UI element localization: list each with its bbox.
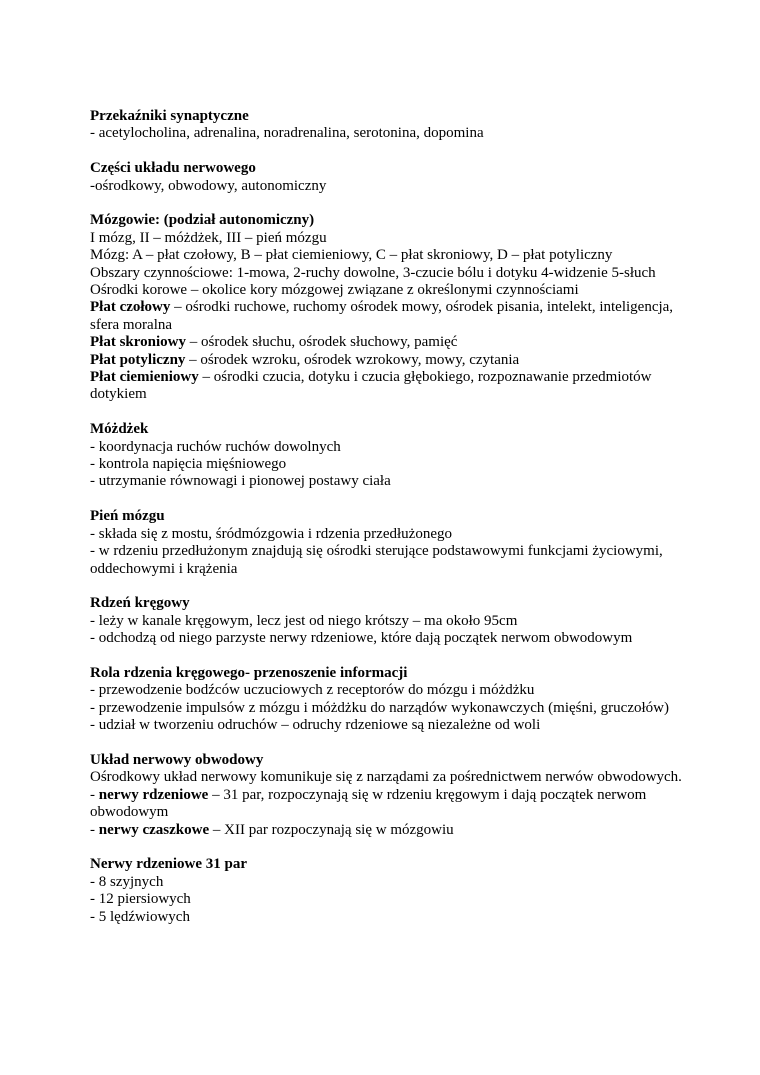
text-line: - koordynacja ruchów ruchów dowolnych — [90, 438, 341, 455]
section-heading: Rdzeń kręgowy — [90, 595, 190, 612]
section-heading: Przekaźniki synaptyczne — [90, 108, 249, 124]
section-heading: Pień mózgu — [90, 508, 165, 525]
text-line: - przewodzenie bodźców uczuciowych z receptorów do mózgu i móżdżku — [90, 682, 535, 699]
text-line: - odchodzą od niego parzyste nerwy rdzeniowe, które dają początek nerwom obwodowym — [90, 630, 633, 647]
text-line: Płat potyliczny – ośrodek wzroku, ośrodek wzrokowy, mowy, czytania — [90, 351, 520, 368]
text-line: - 8 szyjnych — [90, 873, 164, 890]
text-line: - 5 lędźwiowych — [90, 908, 190, 925]
text-line: - 12 piersiowych — [90, 891, 191, 908]
text-line: - składa się z mostu, śródmózgowia i rdzenia przedłużonego — [90, 525, 452, 542]
term-bold: Płat ciemieniowy — [90, 369, 199, 386]
text-line: - leży w kanale kręgowym, lecz jest od niego krótszy – ma około 95cm — [90, 612, 518, 629]
section-nervous-system-parts — [90, 160, 690, 195]
term-bold: nerwy czaszkowe — [98, 821, 210, 838]
text-line: - utrzymanie równowagi i pionowej postawy ciała — [90, 473, 391, 490]
section-heading: Części układu nerwowego — [90, 160, 256, 177]
section-heading: Rola rdzenia kręgowego- przenoszenie informacji — [90, 664, 408, 681]
section-cerebellum — [90, 421, 690, 491]
text-line: - nerwy rdzeniowe – 31 par, rozpoczynają się w rdzeniu kręgowym i dają początek nerwom obwodowym — [90, 786, 647, 821]
term-bold: nerwy rdzeniowe — [98, 786, 209, 803]
term-bold: Płat potyliczny — [90, 351, 186, 368]
section-synaptic-transmitters — [90, 108, 690, 143]
text-line: Płat czołowy – ośrodki ruchowe, ruchomy ośrodek mowy, ośrodek pisania, intelekt, inteligencja, sfera moralna — [90, 299, 674, 333]
text-line: - w rdzeniu przedłużonym znajdują się ośrodki sterujące podstawowymi funkcjami życiowymi, oddechowymi i krążenia — [90, 543, 663, 577]
section-heading: Układ nerwowy obwodowy — [90, 751, 264, 768]
text-line: Płat skroniowy – ośrodek słuchu, ośrodek słuchowy, pamięć — [90, 334, 458, 351]
text-line: - przewodzenie impulsów z mózgu i móżdżku do narządów wykonawczych (mięśni, gruczołów) — [90, 699, 669, 716]
section-heading: Móżdżek — [90, 421, 149, 438]
section-spinal-nerves — [90, 856, 690, 926]
text-line: -ośrodkowy, obwodowy, autonomiczny — [90, 177, 327, 194]
text-line: Ośrodki korowe – okolice kory mózgowej związane z określonymi czynnościami — [90, 282, 579, 299]
text-line: Ośrodkowy układ nerwowy komunikuje się z narządami za pośrednictwem nerwów obwodowych. — [90, 769, 682, 786]
section-brain — [90, 212, 690, 403]
section-spinal-cord-role — [90, 665, 690, 735]
section-heading: Nerwy rdzeniowe 31 par — [90, 856, 248, 873]
text-line: - kontrola napięcia mięśniowego — [90, 456, 287, 473]
text-line: I mózg, II – móżdżek, III – pień mózgu — [90, 229, 327, 246]
section-peripheral-nervous-system — [90, 752, 690, 839]
text-line: Obszary czynnościowe: 1-mowa, 2-ruchy dowolne, 3-czucie bólu i dotyku 4-widzenie 5-słuch — [90, 264, 656, 281]
term-bold: Płat skroniowy — [90, 334, 186, 351]
text-line: Płat ciemieniowy – ośrodki czucia, dotyku i czucia głębokiego, rozpoznawanie przedmiotów dotykiem — [90, 369, 652, 403]
text-line: Mózg: A – płat czołowy, B – płat ciemieniowy, C – płat skroniowy, D – płat potyliczny — [90, 247, 613, 264]
text-line: - udział w tworzeniu odruchów – odruchy rdzeniowe są niezależne od woli — [90, 717, 541, 734]
text-line: - nerwy czaszkowe – XII par rozpoczynają się w mózgowiu — [90, 821, 454, 838]
section-heading: Mózgowie: (podział autonomiczny) — [90, 212, 315, 229]
section-brainstem — [90, 508, 690, 578]
term-bold: Płat czołowy — [90, 299, 171, 316]
section-spinal-cord — [90, 595, 690, 647]
text-line: - acetylocholina, adrenalina, noradrenalina, serotonina, dopomina — [90, 125, 484, 142]
